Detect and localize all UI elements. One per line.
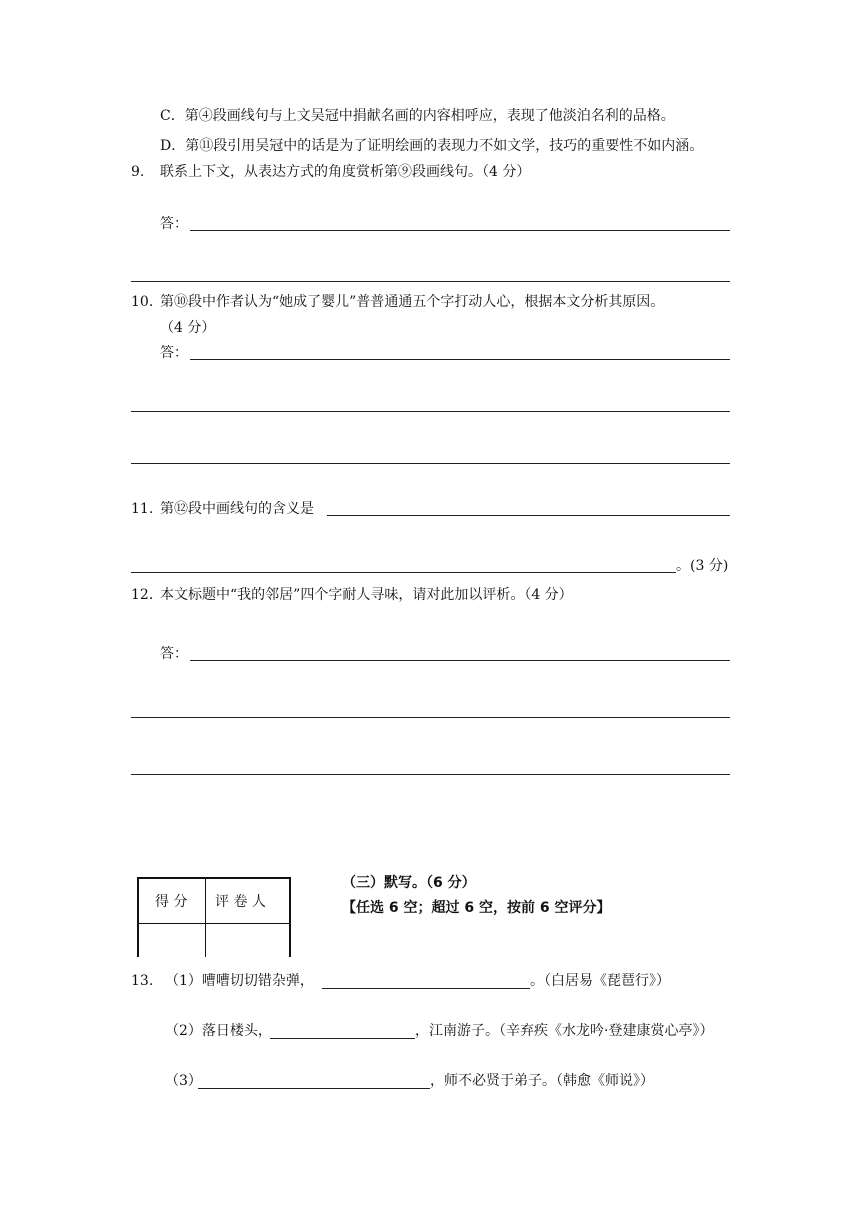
question-9-number: 9. [131,164,145,180]
q13-item-3-post: ，师不必贤于弟子。（韩愈《师说》） [430,1073,654,1089]
option-c: C．第④段画线句与上文吴冠中捐献名画的内容相呼应，表现了他淡泊名利的品格。 [160,108,675,124]
q13-item-2-post: ，江南游子。（辛弃疾《水龙吟·登建康赏心亭》） [415,1023,714,1039]
answer-line[interactable] [131,281,730,282]
question-9-answer-label: 答： [160,216,188,232]
score-table [137,877,291,957]
answer-line[interactable] [327,515,730,516]
question-10-score: （4 分） [160,320,216,336]
question-9-text: 联系上下文，从表达方式的角度赏析第⑨段画线句。（4 分） [160,164,531,180]
answer-line[interactable] [131,572,676,573]
question-10-number: 10. [131,294,154,310]
score-cell[interactable] [139,924,205,957]
answer-line[interactable] [131,411,730,412]
section-3-instruction: 【任选 6 空；超过 6 空，按前 6 空评分】 [342,900,611,916]
q13-item-1-pre: （1）嘈嘈切切错杂弹， [165,973,314,989]
question-12-number: 12. [131,587,154,603]
q13-item-3-pre: （3） [165,1073,202,1089]
grader-cell[interactable] [206,924,289,957]
score-header: 得 分 [155,894,188,910]
question-11-number: 11. [131,501,154,517]
answer-line[interactable] [190,660,730,661]
option-d: D．第⑪段引用吴冠中的话是为了证明绘画的表现力不如文学，技巧的重要性不如内涵。 [160,138,704,154]
q13-item-1-post: 。（白居易《琵琶行》） [530,973,670,989]
fill-blank-line[interactable] [198,1088,430,1089]
question-13-number: 13. [131,973,154,989]
fill-blank-line[interactable] [322,988,530,989]
question-11-text: 第⑫段中画线句的含义是 [160,501,314,517]
question-10-text: 第⑩段中作者认为“她成了婴儿”普普通通五个字打动人心，根据本文分析其原因。 [160,294,665,310]
question-11-score: 。(3 分) [676,558,729,574]
answer-line[interactable] [190,230,730,231]
answer-line[interactable] [131,717,730,718]
question-10-answer-label: 答： [160,345,188,361]
grader-header: 评 卷 人 [215,894,266,910]
answer-line[interactable] [131,463,730,464]
answer-line[interactable] [190,359,730,360]
q13-item-2-pre: （2）落日楼头， [165,1023,272,1039]
question-12-answer-label: 答： [160,646,188,662]
section-3-title: （三）默写。（6 分） [342,875,476,891]
question-12-text: 本文标题中“我的邻居”四个字耐人寻味，请对此加以评析。（4 分） [160,587,573,603]
answer-line[interactable] [131,774,730,775]
fill-blank-line[interactable] [270,1038,415,1039]
